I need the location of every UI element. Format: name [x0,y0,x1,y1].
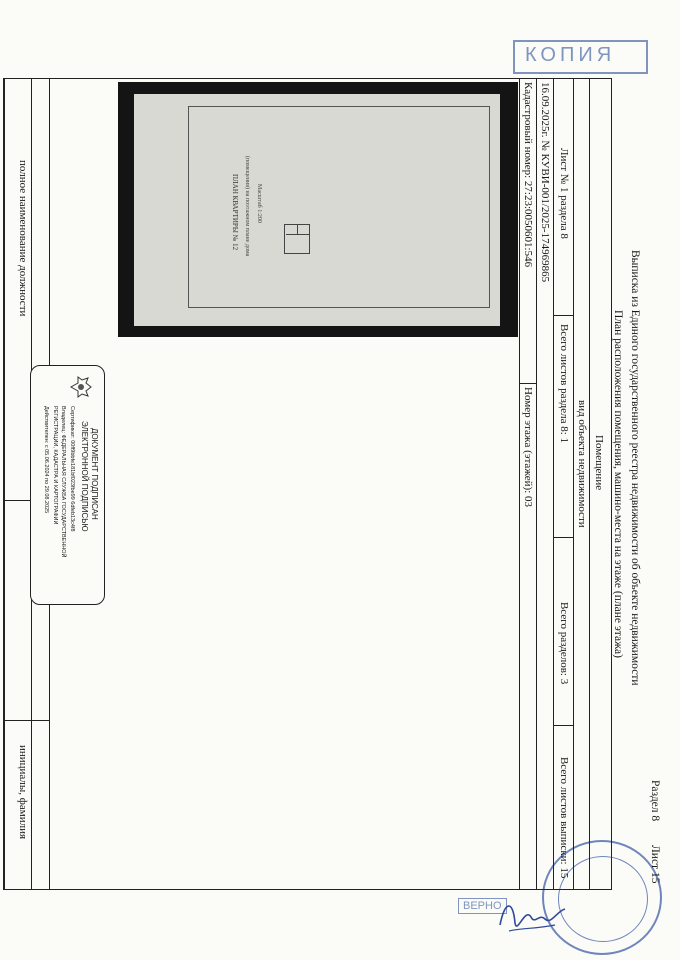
sections-total: Всего разделов: 3 [558,602,570,685]
electronic-signature-box [30,365,105,605]
cadastral-number: Кадастровый номер: 27:23:0050601:546 [522,82,534,268]
sheets-in-section: Всего листов раздела 8: 1 [558,324,570,444]
floor-plan-image [118,82,518,337]
ep-cert: Сертификат: 00ff9bbfe181bf023fbe99 6dfeb13c4f8 [69,406,75,532]
document-title: Выписка из Единого государственного реестра недвижимости об объекте недвижимости [629,250,641,686]
object-kind-value: Помещение [593,435,605,491]
ep-subtitle: ЭЛЕКТРОННОЙ ПОДПИСЬЮ [80,421,89,532]
ep-valid: Действителен: с 05.06.2024 по 29.08.2025 [43,406,49,514]
section-label: Раздел 8 [649,780,661,822]
copy-stamp: КОПИЯ [513,40,648,74]
plan-photo-scale: Масштаб 1:200 [256,184,262,223]
sheet-of-section: Лист № 1 раздела 8 [558,148,570,239]
name-label: инициалы, фамилия [17,745,29,840]
plan-photo-subtitle: (помещения) на поэтажном плане дома [244,156,250,257]
ep-title: ДОКУМЕНТ ПОДПИСАН [90,428,99,520]
plan-photo-title: ПЛАН КВАРТИРЫ № 12 [231,174,239,251]
position-label: полное наименование должности [17,160,29,317]
sheet-label: Лист 15 [649,845,661,884]
date-number: 16.09.2025г. № КУВИ-001/2025-174969865 [539,82,551,283]
coat-of-arms-icon [68,374,94,400]
object-kind-label: вид объекта недвижимости [576,400,588,528]
sheets-in-extract: Всего листов выписки: 15 [558,757,570,879]
document-subtitle: План расположения помещения, машино-места на этаже (плане этажа) [612,310,624,658]
ep-owner-2: РЕГИСТРАЦИИ, КАДАСТРА И КАРТОГРАФИИ [52,406,58,525]
ep-owner: Владелец: ФЕДЕРАЛЬНАЯ СЛУЖБА ГОСУДАРСТВЕННОЙ [60,406,66,558]
floor-number: Номер этажа (этажей): 03 [522,387,534,508]
verno-stamp: ВЕРНО [458,898,507,914]
